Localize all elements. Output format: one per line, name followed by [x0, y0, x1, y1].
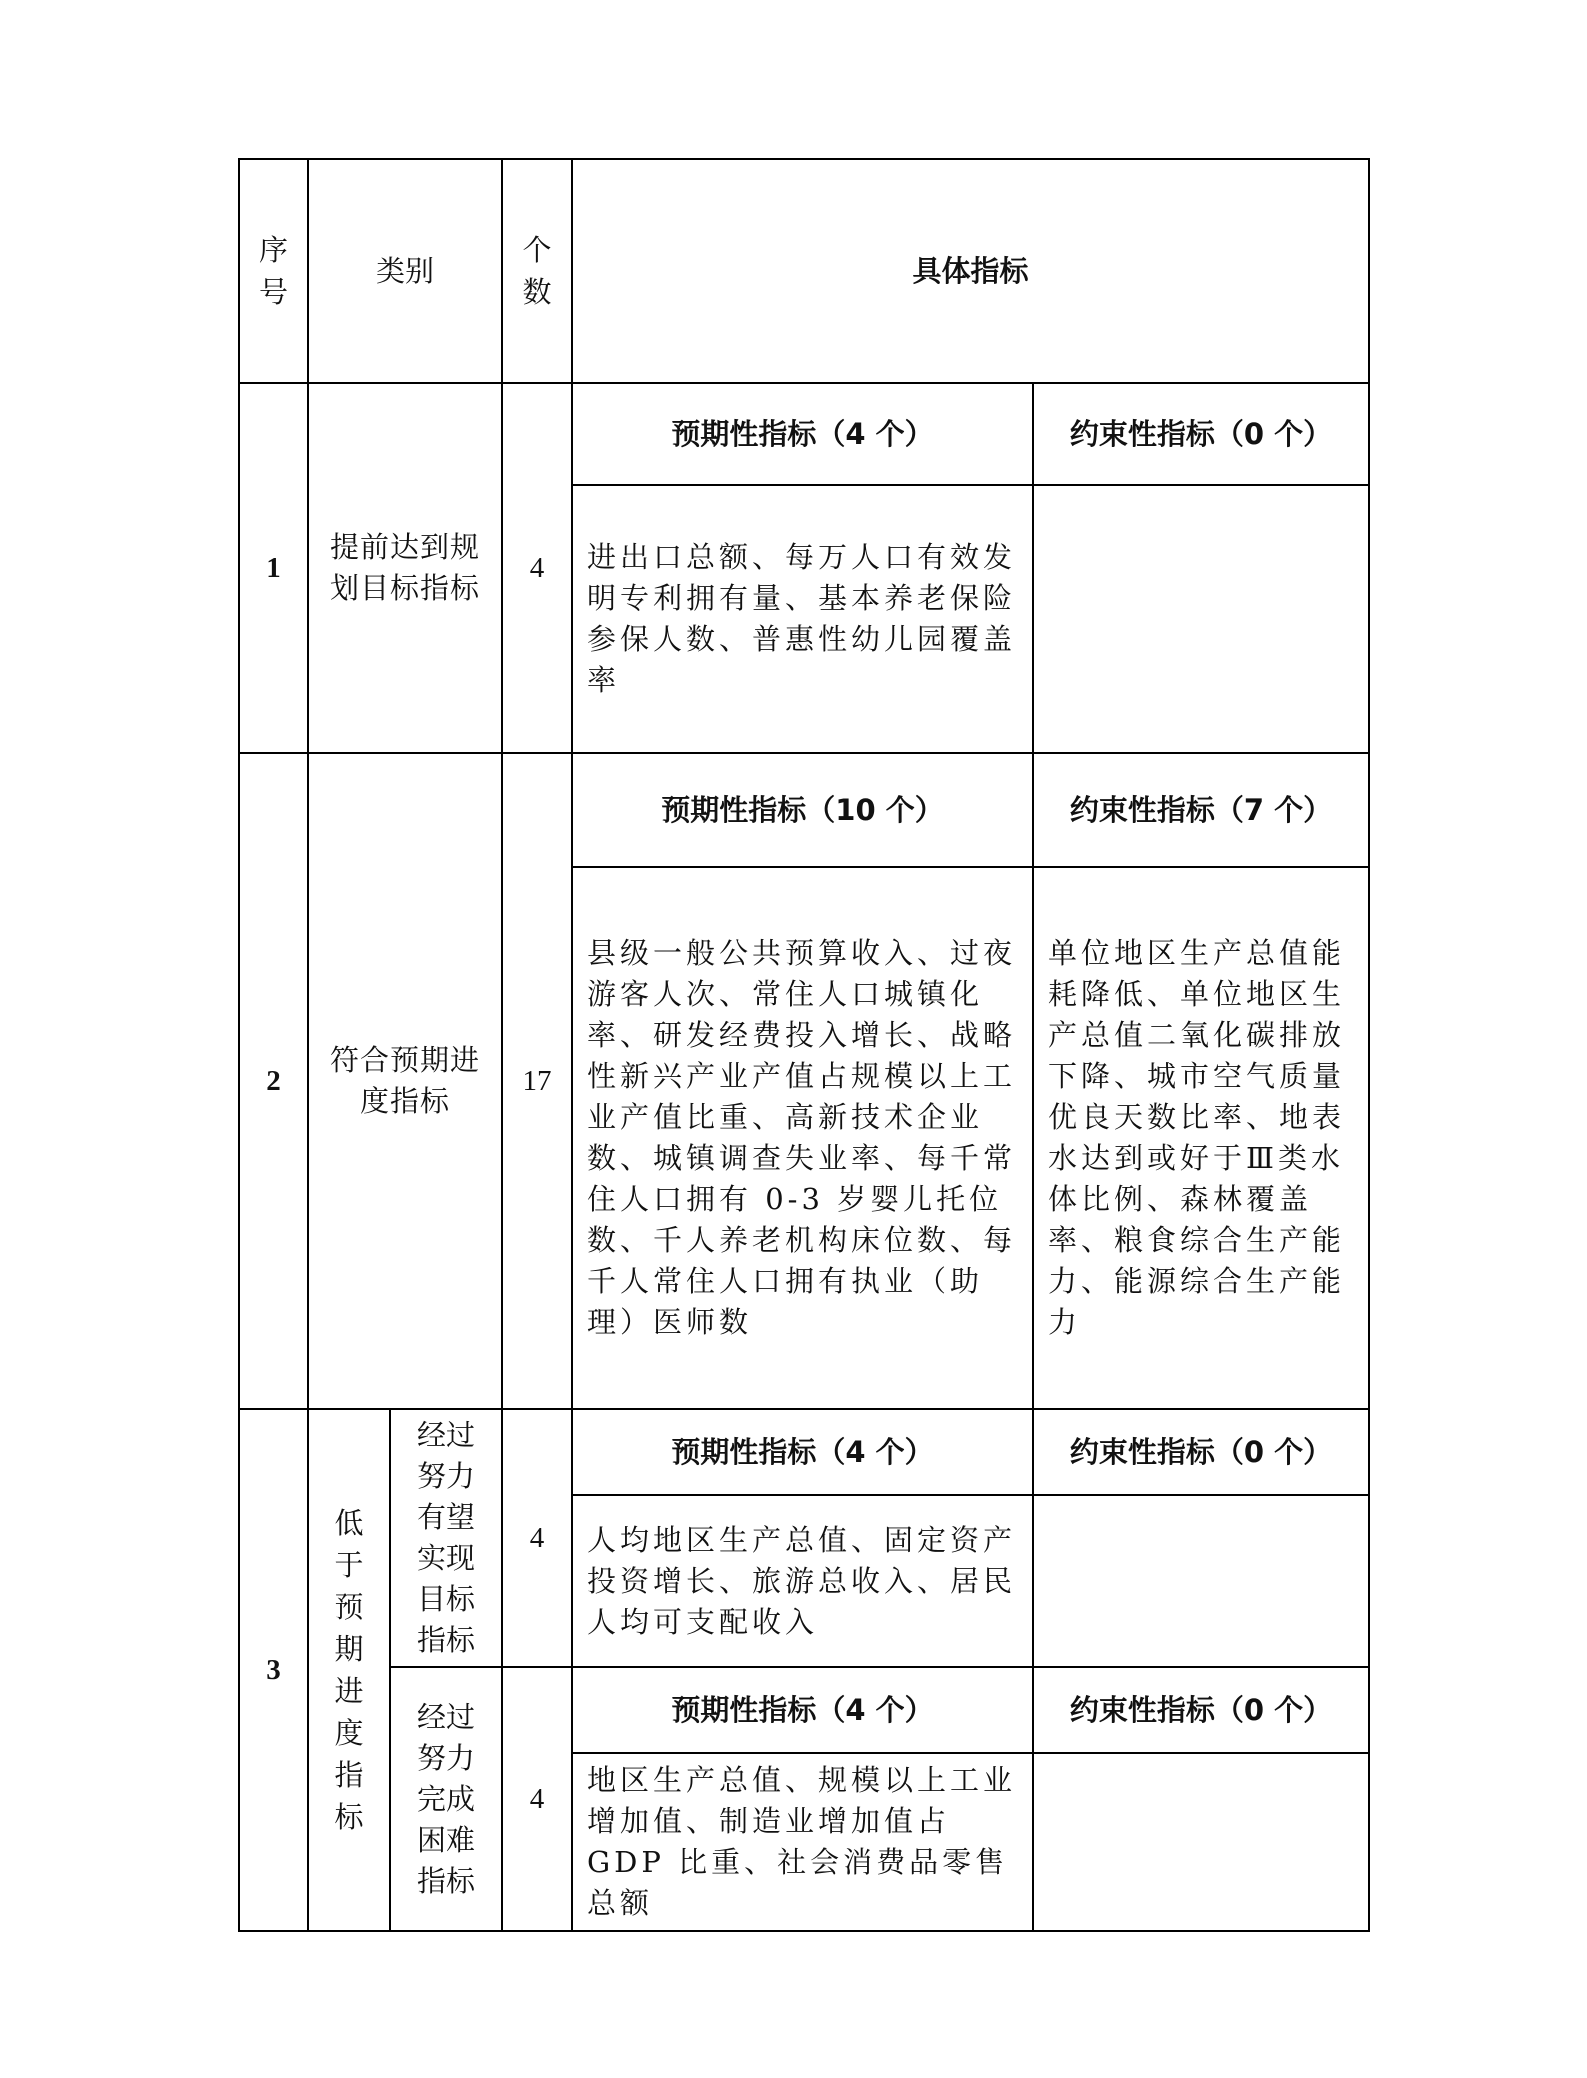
binding-indicators: 单位地区生产总值能耗降低、单位地区生产总值二氧化碳排放下降、城市空气质量优良天数比率、地表水达到或好于Ⅲ类水体比例、森林覆盖率、粮食综合生产能力、能源综合生产能力 — [1033, 867, 1369, 1409]
header-count: 个数 — [502, 159, 572, 383]
expected-label: 预期性指标（4 个） — [572, 1667, 1033, 1753]
indicator-table — [238, 158, 1370, 1932]
row-count: 4 — [502, 1667, 572, 1931]
header-category: 类别 — [308, 159, 502, 383]
row-count: 4 — [502, 1409, 572, 1667]
row-count: 17 — [502, 753, 572, 1409]
header-row — [239, 159, 1369, 383]
table-row — [239, 1409, 1369, 1495]
expected-label: 预期性指标（10 个） — [572, 753, 1033, 867]
table-row — [239, 1667, 1369, 1753]
row-seq: 1 — [239, 383, 308, 753]
expected-label: 预期性指标（4 个） — [572, 383, 1033, 485]
sub-category: 经过努力有望实现目标指标 — [390, 1409, 502, 1667]
row-seq: 3 — [239, 1409, 308, 1931]
binding-label: 约束性指标（7 个） — [1033, 753, 1369, 867]
binding-indicators — [1033, 1753, 1369, 1931]
header-detail: 具体指标 — [572, 159, 1369, 383]
binding-label: 约束性指标（0 个） — [1033, 383, 1369, 485]
expected-label: 预期性指标（4 个） — [572, 1409, 1033, 1495]
sub-category: 经过努力完成困难指标 — [390, 1667, 502, 1931]
expected-indicators: 人均地区生产总值、固定资产投资增长、旅游总收入、居民人均可支配收入 — [572, 1495, 1033, 1667]
binding-indicators — [1033, 485, 1369, 753]
binding-label: 约束性指标（0 个） — [1033, 1667, 1369, 1753]
row-category: 提前达到规划目标指标 — [308, 383, 502, 753]
binding-indicators — [1033, 1495, 1369, 1667]
binding-label: 约束性指标（0 个） — [1033, 1409, 1369, 1495]
table-row — [239, 753, 1369, 867]
expected-indicators: 地区生产总值、规模以上工业增加值、制造业增加值占 GDP 比重、社会消费品零售总额 — [572, 1753, 1033, 1931]
row-category: 符合预期进度指标 — [308, 753, 502, 1409]
row-count: 4 — [502, 383, 572, 753]
expected-indicators: 县级一般公共预算收入、过夜游客人次、常住人口城镇化率、研发经费投入增长、战略性新兴产业产值占规模以上工业产值比重、高新技术企业数、城镇调查失业率、每千常住人口拥有 0-3 岁婴儿托位数、千人养老机构床位数、每千人常住人口拥有执业（助理）医师数 — [572, 867, 1033, 1409]
row-seq: 2 — [239, 753, 308, 1409]
expected-indicators: 进出口总额、每万人口有效发明专利拥有量、基本养老保险参保人数、普惠性幼儿园覆盖率 — [572, 485, 1033, 753]
table-row — [239, 383, 1369, 485]
row-category: 低于预期进度指标 — [308, 1409, 390, 1931]
header-seq: 序号 — [239, 159, 308, 383]
